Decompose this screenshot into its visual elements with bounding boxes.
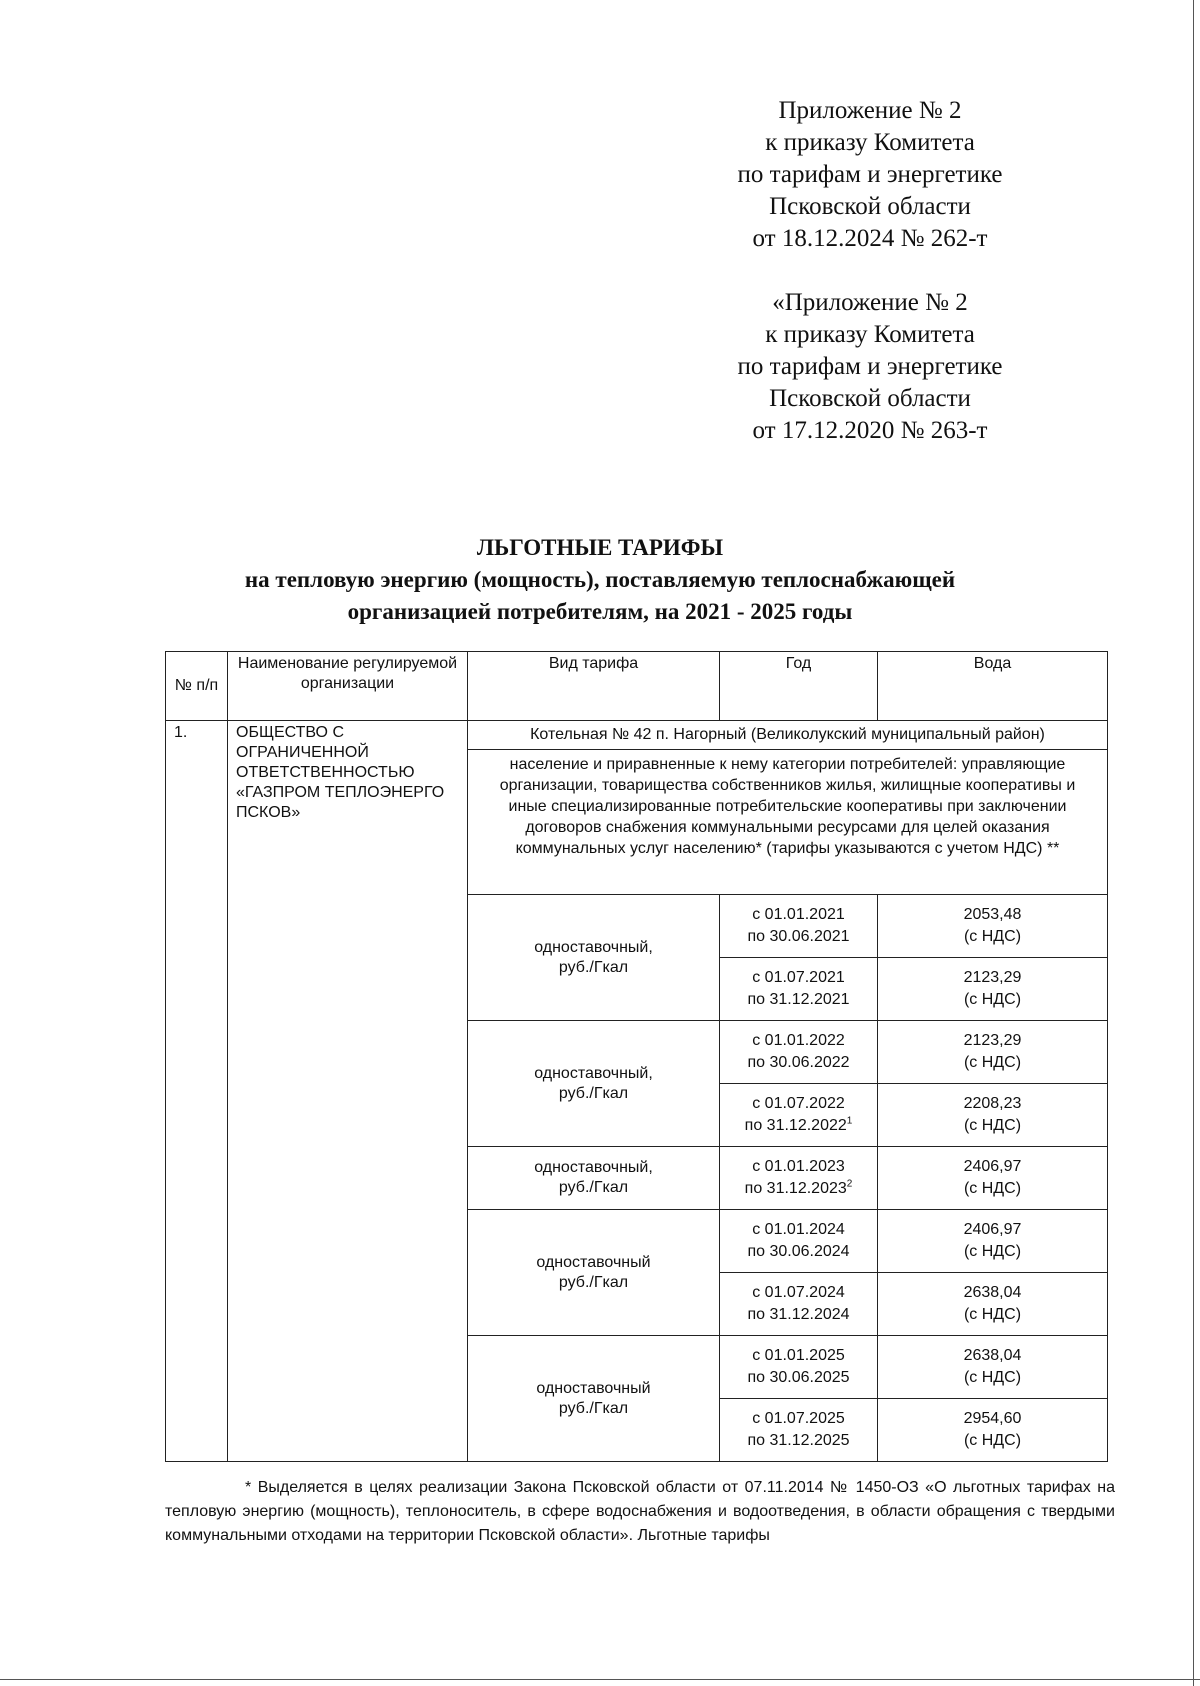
tariff-type-line: руб./Гкал: [558, 958, 629, 976]
appendix-line: «Приложение № 2: [772, 289, 968, 316]
tariff-type-line: руб./Гкал: [558, 1179, 629, 1196]
document-title: [130, 532, 1070, 628]
tariff-period: [720, 1021, 878, 1084]
period-from: с 01.01.2023: [752, 1158, 845, 1175]
tariff-table: [165, 651, 1108, 1462]
tariff-amount: 2053,48: [963, 906, 1022, 923]
period-to-text: по 30.06.2024: [747, 1243, 850, 1260]
page-edge-bottom: [0, 1679, 1200, 1680]
footnote-marker: 1: [846, 1115, 853, 1127]
period-to-text: по 30.06.2021: [747, 928, 850, 945]
vat-note: (с НДС): [963, 991, 1022, 1008]
tariff-amount: 2954,60: [963, 1410, 1022, 1427]
table-header-row: [166, 652, 1108, 721]
vat-note: (с НДС): [963, 1117, 1022, 1134]
period-from: с 01.07.2021: [752, 969, 845, 986]
period-to-text: по 31.12.2024: [747, 1306, 850, 1323]
tariff-amount: 2638,04: [963, 1284, 1022, 1301]
tariff-type: [468, 1147, 720, 1210]
period-to-text: по 30.06.2025: [747, 1369, 850, 1386]
appendix-line: к приказу Комитета: [765, 321, 975, 348]
tariff-type-line: одноставочный: [536, 1379, 651, 1397]
tariff-period: [720, 1147, 878, 1210]
period-to-text: по 30.06.2022: [747, 1054, 850, 1071]
footnote: * Выделяется в целях реализации Закона Псковской области от 07.11.2014 № 1450-ОЗ «О льготных тарифах на тепловую энергию (мощность), теплоноситель, в сфере водоснабжения и водоотведения, в области обращения с твердыми коммунальными отходами на территории Псковской области». Льготные тарифы: [165, 1479, 1115, 1544]
tariff-value: [878, 1021, 1108, 1084]
tariff-type: [468, 1336, 720, 1462]
period-to: [724, 1241, 873, 1263]
period-from: с 01.07.2024: [752, 1284, 845, 1301]
period-to: [724, 1052, 873, 1074]
header-year: Год: [720, 652, 878, 721]
tariff-period: [720, 958, 878, 1021]
tariff-period: [720, 895, 878, 958]
tariff-value: [878, 1273, 1108, 1336]
consumer-category: население и приравненные к нему категории потребителей: управляющие организации, товарищества собственников жилья, жилищные кооперативы и иные специализированные потребительские кооперативы при заключении договоров снабжения коммунальными ресурсами для целей оказания коммунальных услуг населению* (тарифы указываются с учетом НДС) **: [468, 750, 1108, 895]
period-from: с 01.01.2024: [752, 1221, 845, 1238]
period-to-text: по 31.12.2023: [744, 1180, 847, 1197]
tariff-type: [468, 1021, 720, 1147]
appendix-line: от 17.12.2020 № 263-т: [752, 417, 988, 444]
page-edge-right: [1193, 0, 1194, 1686]
vat-note: (с НДС): [963, 1369, 1022, 1386]
vat-note: (с НДС): [963, 1243, 1022, 1260]
tariff-amount: 2406,97: [963, 1221, 1022, 1238]
tariff-value: [878, 1084, 1108, 1147]
tariff-type-line: одноставочный,: [534, 1064, 653, 1082]
tariff-value: [878, 895, 1108, 958]
title-main: ЛЬГОТНЫЕ ТАРИФЫ: [476, 535, 724, 560]
header-tariff-type: Вид тарифа: [468, 652, 720, 721]
tariff-type-line: руб./Гкал: [558, 1399, 629, 1417]
period-to-text: по 31.12.2021: [747, 991, 850, 1008]
period-to: [724, 1115, 873, 1137]
period-to: [724, 926, 873, 948]
tariff-value: [878, 958, 1108, 1021]
title-line-3: организацией потребителям, на 2021 - 2025 годы: [347, 599, 853, 624]
vat-note: (с НДС): [963, 1180, 1022, 1197]
header-water: Вода: [878, 652, 1108, 721]
title-line-2: на тепловую энергию (мощность), поставляемую теплоснабжающей: [244, 567, 956, 592]
tariff-type-line: одноставочный: [536, 1253, 651, 1271]
vat-note: (с НДС): [963, 1432, 1022, 1449]
tariff-amount: 2123,29: [963, 969, 1022, 986]
tariff-type-line: одноставочный,: [534, 1159, 653, 1176]
tariff-period: [720, 1273, 878, 1336]
vat-note: (с НДС): [963, 1306, 1022, 1323]
tariff-type-line: руб./Гкал: [558, 1084, 629, 1102]
period-from: с 01.07.2025: [752, 1410, 845, 1427]
row-number: 1.: [166, 721, 228, 1462]
tariff-type: [468, 1210, 720, 1336]
period-to: [724, 989, 873, 1011]
tariff-period: [720, 1210, 878, 1273]
period-to: [724, 1430, 873, 1452]
period-to-text: по 31.12.2025: [747, 1432, 850, 1449]
vat-note: (с НДС): [963, 1054, 1022, 1071]
table-body: [166, 721, 1108, 1462]
header-org: Наименование регулируемой организации: [228, 652, 468, 721]
vat-note: (с НДС): [963, 928, 1022, 945]
tariff-amount: 2406,97: [963, 1158, 1022, 1175]
tariff-amount: 2638,04: [963, 1347, 1022, 1364]
tariff-amount: 2123,29: [963, 1032, 1022, 1049]
period-from: с 01.01.2022: [752, 1032, 845, 1049]
appendix-line: Псковской области: [769, 193, 971, 220]
tariff-type: [468, 895, 720, 1021]
appendix-line: по тарифам и энергетике: [737, 161, 1003, 188]
tariff-value: [878, 1336, 1108, 1399]
period-to: [724, 1178, 873, 1200]
organization-name: ОБЩЕСТВО С ОГРАНИЧЕННОЙ ОТВЕТСТВЕННОСТЬЮ «ГАЗПРОМ ТЕПЛОЭНЕРГО ПСКОВ»: [228, 721, 468, 1462]
tariff-value: [878, 1399, 1108, 1462]
tariff-amount: 2208,23: [963, 1095, 1022, 1112]
appendix-current-block: [700, 95, 1040, 255]
period-to-text: по 31.12.2022: [744, 1117, 847, 1134]
appendix-line: к приказу Комитета: [765, 129, 975, 156]
tariff-value: [878, 1210, 1108, 1273]
header-num: № п/п: [166, 652, 228, 721]
appendix-line: по тарифам и энергетике: [737, 353, 1003, 380]
tariff-period: [720, 1336, 878, 1399]
period-to: [724, 1367, 873, 1389]
period-from: с 01.07.2022: [752, 1095, 845, 1112]
table-row: [166, 721, 1108, 750]
period-to: [724, 1304, 873, 1326]
appendix-line: Псковской области: [769, 385, 971, 412]
appendix-line: Приложение № 2: [778, 97, 962, 124]
appendix-original-block: [700, 287, 1040, 447]
tariff-period: [720, 1084, 878, 1147]
footnote-marker: 2: [846, 1178, 853, 1190]
tariff-value: [878, 1147, 1108, 1210]
tariff-type-line: одноставочный,: [534, 938, 653, 956]
period-from: с 01.01.2021: [752, 906, 845, 923]
tariff-period: [720, 1399, 878, 1462]
period-from: с 01.01.2025: [752, 1347, 845, 1364]
boiler-name: Котельная № 42 п. Нагорный (Великолукский муниципальный район): [468, 721, 1108, 750]
tariff-type-line: руб./Гкал: [558, 1273, 629, 1291]
appendix-line: от 18.12.2024 № 262-т: [752, 225, 988, 252]
